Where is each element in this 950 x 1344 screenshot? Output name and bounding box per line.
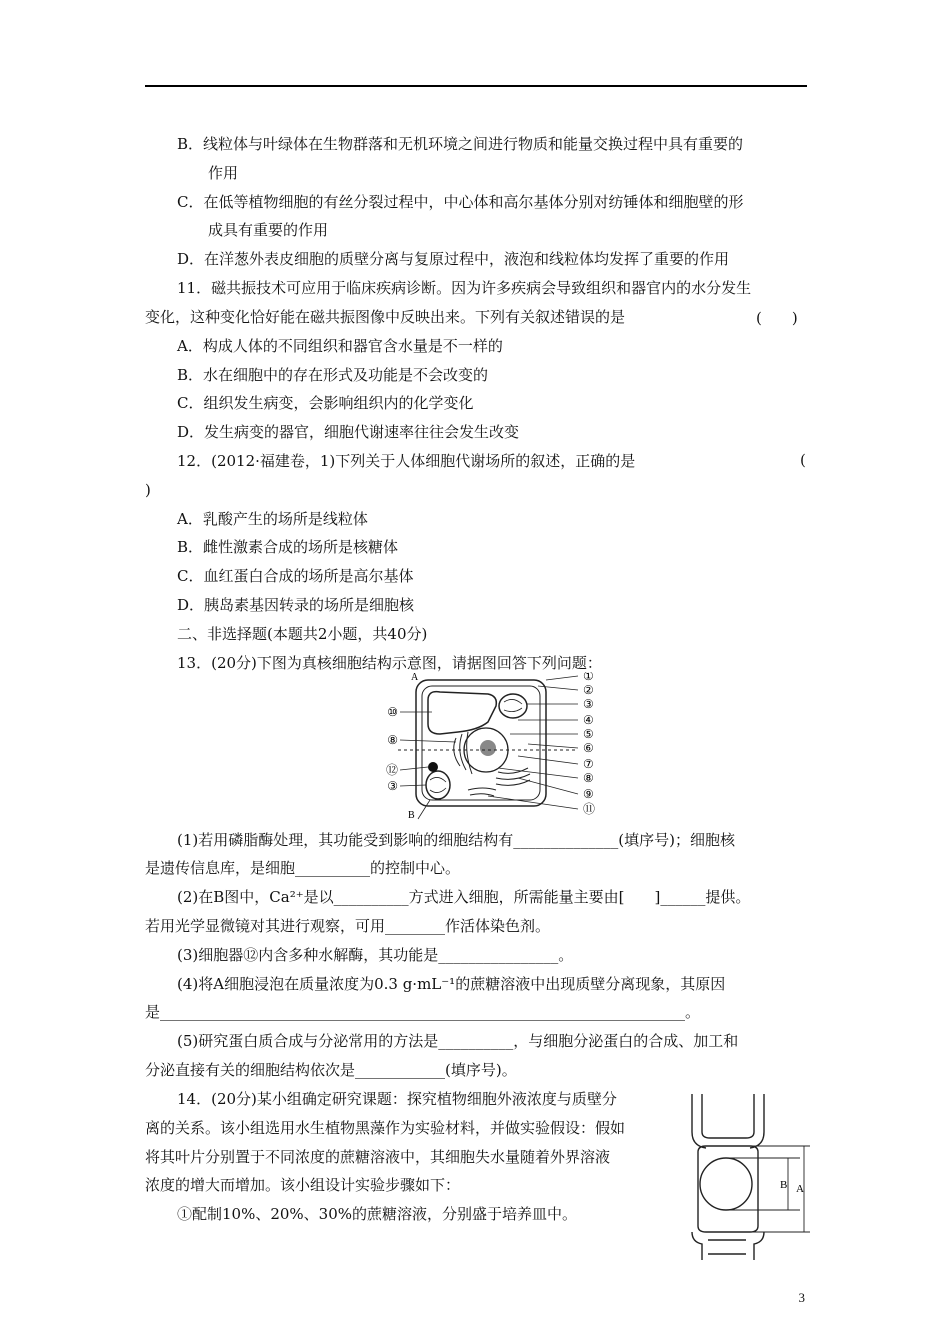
q11-option-a: A．构成人体的不同组织和器官含水量是不一样的 [177, 337, 503, 355]
q10-option-c: C．在低等植物细胞的有丝分裂过程中，中心体和高尔基体分别对纺锤体和细胞壁的形 [177, 193, 744, 211]
header-rule [145, 85, 807, 87]
q11-option-b: B．水在细胞中的存在形式及功能是不会改变的 [177, 366, 489, 384]
svg-text:②: ② [583, 683, 594, 697]
q12-answer-paren-close: ) [145, 481, 151, 499]
svg-text:⑧: ⑧ [387, 733, 398, 747]
q12-answer-paren-open: ( [800, 451, 806, 469]
q13-part2: (2)在B图中，Ca²⁺是以__________方式进入细胞，所需能量主要由[ ]______提供。 [177, 888, 751, 906]
svg-text:③: ③ [387, 779, 398, 793]
svg-text:④: ④ [583, 713, 594, 727]
q12-option-c: C．血红蛋白合成的场所是高尔基体 [177, 567, 414, 585]
q14-stem-line3: 将其叶片分别置于不同浓度的蔗糖溶液中，其细胞失水量随着外界溶液 [145, 1148, 611, 1166]
label-b: B [408, 810, 415, 820]
label-a: A [796, 1183, 804, 1195]
svg-text:①: ① [583, 672, 594, 683]
plasmolysis-cell-figure [688, 1092, 810, 1262]
q13-part3: (3)细胞器⑫内含多种水解酶，其功能是________________。 [177, 946, 574, 964]
label-a: A [411, 672, 419, 683]
svg-text:⑨: ⑨ [583, 787, 594, 801]
section-heading: 二、非选择题(本题共2小题，共40分) [177, 625, 428, 643]
q12-option-d: D．胰岛素基因转录的场所是细胞核 [177, 596, 415, 614]
svg-text:⑥: ⑥ [583, 741, 594, 755]
svg-text:⑫: ⑫ [385, 763, 398, 777]
q12-option-b: B．雌性激素合成的场所是核糖体 [177, 538, 399, 556]
q10-option-b-cont: 作用 [208, 164, 239, 182]
q13-part5-cont: 分泌直接有关的细胞结构依次是____________(填序号)。 [145, 1061, 517, 1079]
q11-option-c: C．组织发生病变，会影响组织内的化学变化 [177, 394, 474, 412]
q12-stem: 12．(2012·福建卷，1)下列关于人体细胞代谢场所的叙述，正确的是 [177, 452, 636, 470]
q14-stem-line2: 离的关系。该小组选用水生植物黑藻作为实验材料，并做实验假设：假如 [145, 1119, 626, 1137]
q13-part4-cont: 是______________________________________________________________________。 [145, 1003, 701, 1021]
svg-text:⑪: ⑪ [583, 802, 596, 816]
q13-part1: (1)若用磷脂酶处理，其功能受到影响的细胞结构有______________(填序号)；细胞核 [177, 831, 735, 849]
q13-part5: (5)研究蛋白质合成与分泌常用的方法是__________，与细胞分泌蛋白的合成、加工和 [177, 1032, 739, 1050]
q11-answer-paren: ( ) [756, 309, 798, 327]
q11-stem-cont: 变化，这种变化恰好能在磁共振图像中反映出来。下列有关叙述错误的是 [145, 308, 626, 326]
q13-part2-cont: 若用光学显微镜对其进行观察，可用________作活体染色剂。 [145, 917, 551, 935]
svg-text:⑤: ⑤ [583, 727, 594, 741]
q10-option-b: B．线粒体与叶绿体在生物群落和无机环境之间进行物质和能量交换过程中具有重要的 [177, 135, 744, 153]
q13-part4: (4)将A细胞浸泡在质量浓度为0.3 g·mL⁻¹的蔗糖溶液中出现质壁分离现象，其原因 [177, 975, 726, 993]
q14-stem: 14．(20分)某小组确定研究课题：探究植物细胞外液浓度与质壁分 [177, 1090, 617, 1108]
q11-stem: 11．磁共振技术可应用于临床疾病诊断。因为许多疾病会导致组织和器官内的水分发生 [177, 279, 752, 297]
q14-stem-line4: 浓度的增大而增加。该小组设计实验步骤如下： [145, 1176, 461, 1194]
q10-option-d: D．在洋葱外表皮细胞的质壁分离与复原过程中，液泡和线粒体均发挥了重要的作用 [177, 250, 730, 268]
label-b: B [780, 1179, 788, 1191]
svg-text:⑦: ⑦ [583, 757, 594, 771]
svg-text:⑩: ⑩ [387, 705, 398, 719]
q13-stem: 13．(20分)下图为真核细胞结构示意图，请据图回答下列问题： [177, 654, 602, 672]
svg-text:③: ③ [583, 697, 594, 711]
cell-structure-figure [378, 672, 608, 820]
svg-text:⑧: ⑧ [583, 771, 594, 785]
q11-option-d: D．发生病变的器官，细胞代谢速率往往会发生改变 [177, 423, 520, 441]
page-number: 3 [798, 1290, 805, 1305]
q10-option-c-cont: 成具有重要的作用 [208, 221, 329, 239]
q14-step1: ①配制10%、20%、30%的蔗糖溶液，分别盛于培养皿中。 [177, 1205, 578, 1223]
q13-part1-cont: 是遗传信息库，是细胞__________的控制中心。 [145, 859, 461, 877]
q12-option-a: A．乳酸产生的场所是线粒体 [177, 510, 368, 528]
